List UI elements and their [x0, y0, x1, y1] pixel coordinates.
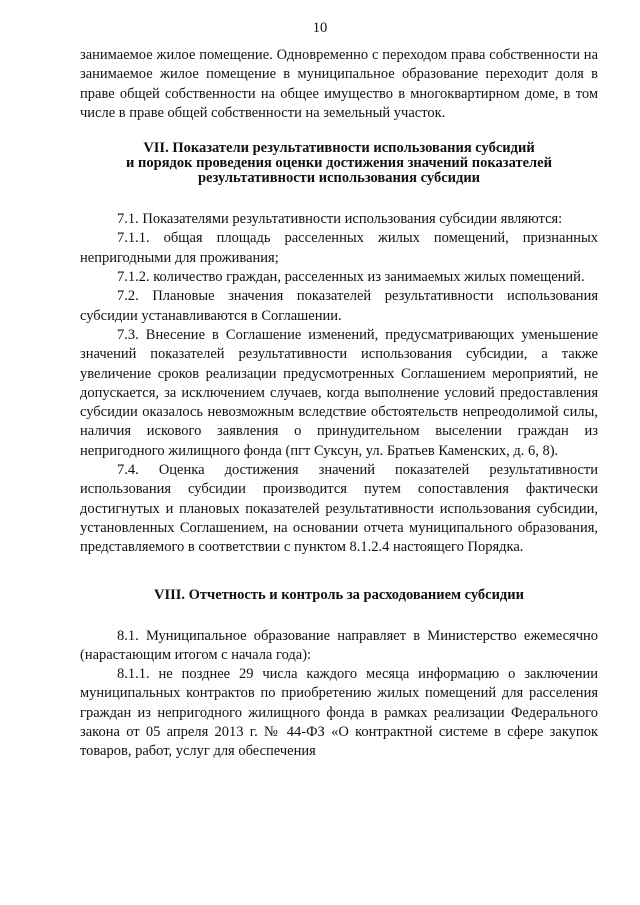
- section-7-title-line: результативности использования субсидии: [197, 170, 481, 187]
- paragraph-8-1: 8.1. Муниципальное образование направляет в Министерство ежемесячно (нарастающим итогом с начала года):: [80, 627, 598, 663]
- section-7-title-line: VII. Показатели результативности использования субсидий: [143, 140, 535, 157]
- paragraph-8-1-1: 8.1.1. не позднее 29 числа каждого месяца информацию о заключении муниципальных контрактов по приобретению жилых помещений для расселения граждан из непригодного жилищного фонда в рамках реализации Федерального закона от 05 апреля 2013 г. № 44-ФЗ «О контрактной системе в сфере закупок товаров, работ, услуг для обеспечения: [80, 666, 598, 760]
- paragraph-7-3: 7.3. Внесение в Соглашение изменений, предусматривающих уменьшение значений показателей результативности использования субсидии, а также увеличение сроков реализации предусмотренных Соглашением мероприятий, не допускается, за исключением случаев, когда выполнение условий предоставления субсидии оказалось невозможным вследствие обстоятельств непреодолимой силы, наличия искового заявления о принудительном выселении граждан из непригодного жилищного фонда (пгт Суксун, ул. Братьев Каменских, д. 6, 8).: [80, 326, 598, 459]
- page-number: 10: [312, 20, 328, 36]
- paragraph-7-1-2: 7.1.2. количество граждан, расселенных из занимаемых жилых помещений.: [117, 269, 585, 286]
- paragraph-7-4: 7.4. Оценка достижения значений показателей результативности использования субсидии производится путем сопоставления фактически достигнутых и плановых показателей результативности использования субсидии, установленных Соглашением, на основании отчета муниципального образования, представляемого в соответствии с пунктом 8.1.2.4 настоящего Порядка.: [80, 462, 598, 556]
- continuation-paragraph: занимаемое жилое помещение. Одновременно с переходом права собственности на занимаемое жилое помещение в муниципальное образование переходит доля в праве общей собственности на общее имущество в многоквартирном доме, в том числе в праве общей собственности на земельный участок.: [80, 47, 598, 121]
- section-7-title-line: и порядок проведения оценки достижения значений показателей: [126, 155, 552, 172]
- page-content: [80, 46, 598, 762]
- section-7-heading: [80, 141, 598, 186]
- paragraph-7-2: 7.2. Плановые значения показателей результативности использования субсидии устанавливаются в Соглашении.: [80, 288, 598, 324]
- paragraph-7-1-1: 7.1.1. общая площадь расселенных жилых помещений, признанных непригодными для проживания;: [80, 230, 598, 266]
- section-8-heading: VIII. Отчетность и контроль за расходованием субсидии: [154, 586, 524, 603]
- paragraph-7-1: 7.1. Показателями результативности использования субсидии являются:: [117, 211, 563, 228]
